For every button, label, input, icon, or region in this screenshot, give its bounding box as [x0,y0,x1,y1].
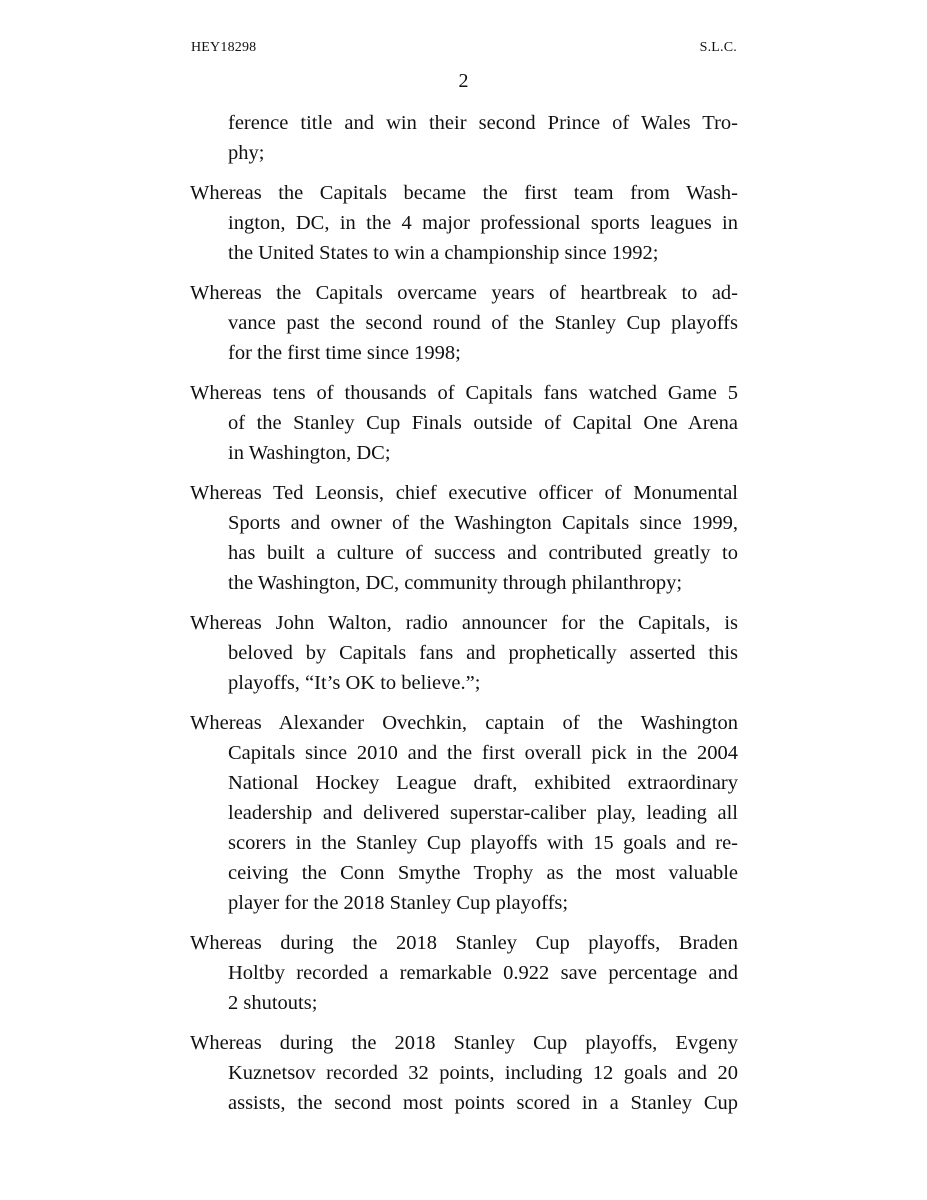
text-line: scorers in the Stanley Cup playoffs with 15 goals and re- [228,832,738,854]
text-line: Whereas John Walton, radio announcer for the Capitals, is [190,612,738,634]
office-code: S.L.C. [699,40,737,55]
text-line: ceiving the Conn Smythe Trophy as the most valuable [228,862,738,884]
text-line: ington, DC, in the 4 major professional sports leagues in [228,212,738,234]
text-line: of the Stanley Cup Finals outside of Capital One Arena [228,412,738,434]
text-line: the Washington, DC, community through philanthropy; [228,572,683,594]
text-line: beloved by Capitals fans and prophetically asserted this [228,642,738,664]
text-line: assists, the second most points scored in a Stanley Cup [228,1092,738,1114]
whereas-clause [190,278,738,368]
text-line: Kuznetsov recorded 32 points, including 12 goals and 20 [228,1062,738,1084]
whereas-clause [190,928,738,1018]
text-line: the United States to win a championship since 1992; [228,242,659,264]
page-number: 2 [458,70,469,92]
whereas-clause [190,608,738,698]
whereas-clause [190,478,738,598]
text-line: playoffs, “It’s OK to believe.”; [228,672,481,694]
text-line: in Washington, DC; [228,442,391,464]
whereas-clause [190,178,738,268]
whereas-clause [190,1028,738,1118]
whereas-clause [190,708,738,918]
text-line: vance past the second round of the Stanley Cup playoffs [228,312,738,334]
text-line: for the first time since 1998; [228,342,461,364]
text-line: Holtby recorded a remarkable 0.922 save percentage and [228,962,738,984]
whereas-clause [190,108,738,168]
text-line: phy; [228,142,265,164]
text-line: Capitals since 2010 and the first overall pick in the 2004 [228,742,738,764]
text-line: Whereas the Capitals overcame years of heartbreak to ad- [190,282,738,304]
text-line: has built a culture of success and contributed greatly to [228,542,738,564]
text-line: National Hockey League draft, exhibited extraordinary [228,772,738,794]
text-line: Whereas Ted Leonsis, chief executive officer of Monumental [190,482,738,504]
text-line: leadership and delivered superstar-caliber play, leading all [228,802,738,824]
text-line: Sports and owner of the Washington Capitals since 1999, [228,512,738,534]
text-line: Whereas the Capitals became the first team from Wash- [190,182,738,204]
text-line: Whereas tens of thousands of Capitals fans watched Game 5 [190,382,738,404]
text-line: Whereas during the 2018 Stanley Cup playoffs, Braden [190,932,738,954]
text-line: player for the 2018 Stanley Cup playoffs; [228,892,569,914]
whereas-clause [190,378,738,468]
text-line: 2 shutouts; [228,992,318,1014]
text-line: ference title and win their second Prince of Wales Tro- [228,112,738,134]
text-line: Whereas during the 2018 Stanley Cup playoffs, Evgeny [190,1032,738,1054]
document-body [190,108,738,1128]
text-line: Whereas Alexander Ovechkin, captain of the Washington [190,712,738,734]
document-id: HEY18298 [191,40,257,55]
